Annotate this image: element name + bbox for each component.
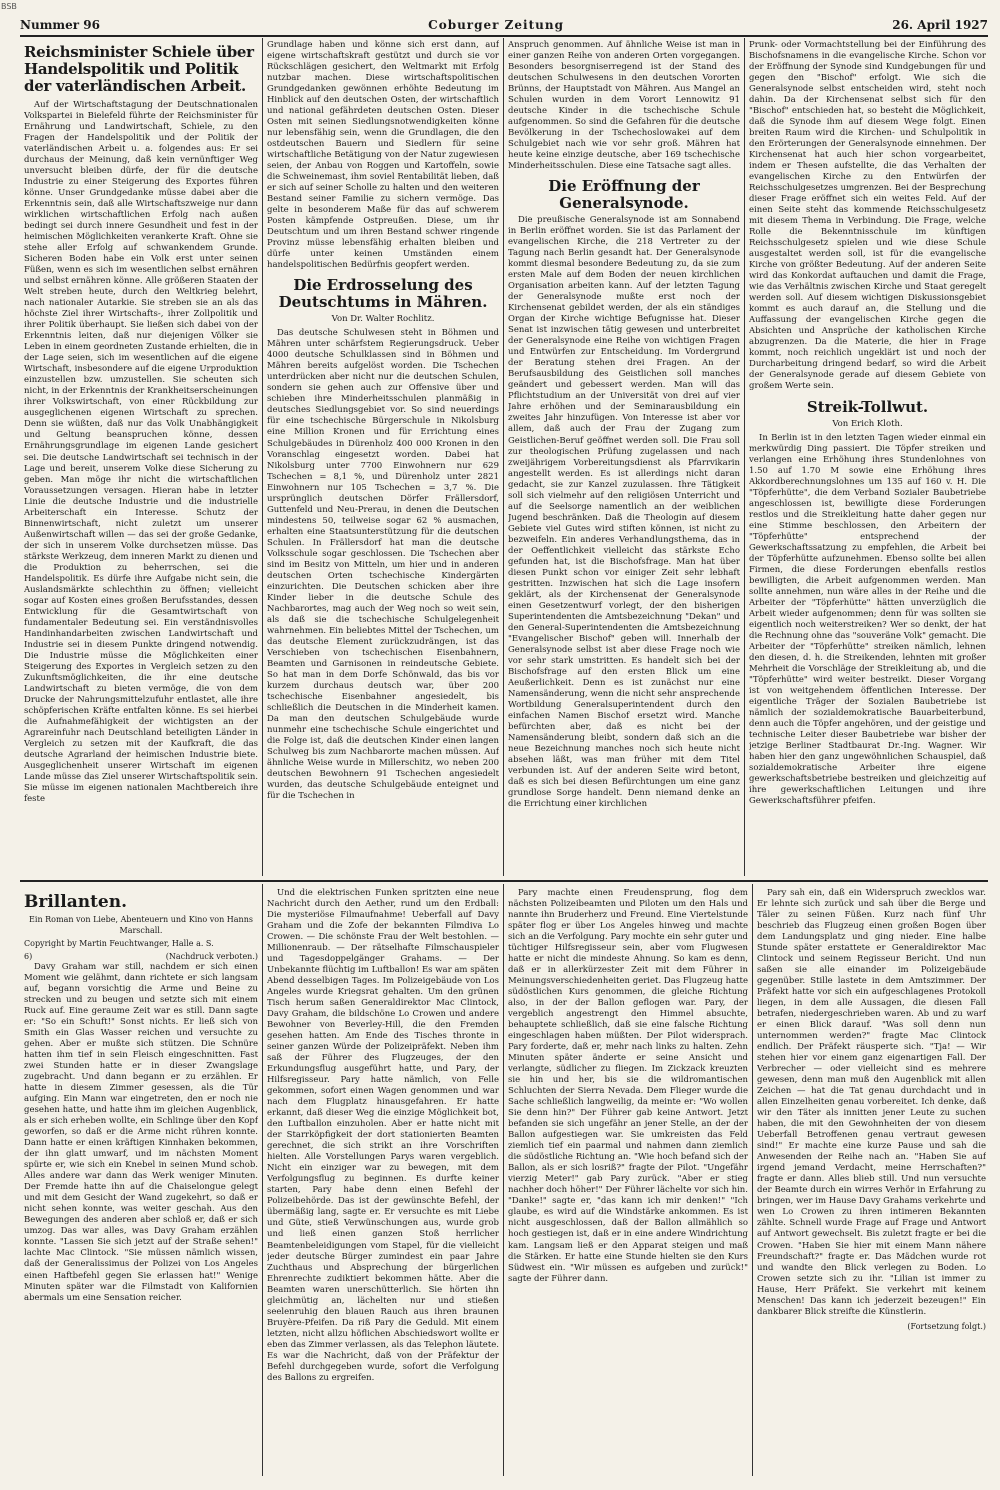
headline-streik: Streik-Tollwut. <box>806 397 929 416</box>
page-header <box>20 14 988 37</box>
article-text-maehren: Das deutsche Schulwesen steht in Böhmen und Mähren unter schärfstem Regierungsdruck. Ueber 4000 deutsche Schulklassen sind in Böhmen und Mähren bereits aufgelöst worden. Die Tschechen unterdrücken aber nicht nur die deutschen Schulen, sondern sie gehen auch zur Offensive über und schieben ihre Minderheitsschulen planmäßig in deutsches Siedlungsgebiet vor. So sind neuerdings für eine tschechische Bürgerschule in Nikolsburg eine Million Kronen und für Errichtung eines Schulgebäudes in Dürenholz 400 000 Kronen in den Voranschlag eingesetzt worden. Dabei hat Nikolsburg unter 7700 Einwohnern nur 629 Tschechen = 8,1 %, und Dürenholz unter 2821 Einwohnern nur 105 Tschechen = 3,7 %. Die ursprünglich deutschen Dörfer Frällersdorf, Guttenfeld und Neu-Prerau, in denen die Deutschen mindestens 50, teilweise sogar 62 % ausmachen, erhalten eine Staatsunterstützung für die deutschen Schulen. In Frällersdorf hat man die deutsche Volksschule sogar geschlossen. Die Tschechen aber sind im Besitz von Mitteln, um hier und in anderen deutschen Orten tschechische Kindergärten einzurichten. Die Deutschen schicken aber ihre Kinder lieber in die deutsche Schule des Nachbarortes, mag auch der Weg noch so weit sein, als daß sie die tschechische Schulgelegenheit wahrnehmen. Ein beliebtes Mittel der Tschechen, um das deutsche Element zurückzudrängen, ist das Verschieben von tschechischen Eisenbahnern, Beamten und Garnisonen in reindeutsche Gebiete. So hat man in dem Dorfe Schönwald, das bis vor kurzem durchaus deutsch war, über 200 tschechische Eisenbahner angesiedelt, bis schließlich die Deutschen in die Minderheit kamen. Da man den deutschen Schulgebäude wurde nunmehr eine tschechische Schule eingerichtet und die Folge ist, daß die deutschen Kinder einen langen Schulweg bis zum Nachbarorte machen müssen. Auf ähnliche Weise wurde in Millerschitz, wo neben 200 deutschen Bewohnern 91 Tschechen angesiedelt wurden, das deutsche Schulgebäude enteignet und für die Tschechen in <box>267 328 499 801</box>
issue-number: Nummer 96 <box>20 18 100 32</box>
serial-continued: (Fortsetzung folgt.) <box>907 1321 986 1331</box>
column-rule <box>503 38 504 876</box>
article-text-generalsynode-end: Prunk- oder Vormachtstellung bei der Einführung des Bischofsnamens in die evangelische Kirche. Schon vor der Eröffnung der Synode sind Kundgebungen für und gegen den "Bischof" erfolgt. Wie sich die Generalsynode selbst entscheiden wird, steht noch dahin. Da der Kirchensenat selbst sich für den "Bischof" entschieden hat, so besteht die Möglichkeit, daß die Synode ihm auf diesem Wege folgt. Einen breiten Raum wird die Kirchen- und Schulpolitik in den Erörterungen der Generalsynode einnehmen. Der Kirchensenat hat auch hier schon vorgearbeitet, indem er Thesen aufstellte, die das Verhalten der evangelischen Kirche zu den Entwürfen der Reichsschulgesetzes umgrenzen. Bei der Besprechung dieser Frage eröffnet sich ein weites Feld. Auf der einen Seite steht das kommende Reichsschulgesetz mit diesem Thema in Verbindung. Die Frage, welche Rolle die Bekenntnisschule im künftigen Reichsschulgesetz spielen und wie diese Schule ausgestaltet werden soll, ist für die evangelische Kirche von größter Bedeutung. Auf der anderen Seite wird das Konkordat auftauchen und damit die Frage, wie das Verhältnis zwischen Kirche und Staat geregelt werden soll. Auf diesem wichtigen Diskussionsgebiet kommt es auch darauf an, die Stellung und die Auffassung der evangelischen Kirche gegen die Absichten und Ansprüche der katholischen Kirche abzugrenzen. Da die Materie, die hier in Frage kommt, noch reichlich ungeklärt ist und noch der Durcharbeitung dringend bedarf, so wird die Arbeit der Generalsynode gerade auf diesem Gebiete von großem Werte sein. <box>749 40 986 392</box>
column-rule <box>744 38 745 876</box>
serial-headline: Brillanten. <box>24 892 128 912</box>
byline-rochlitz: Von Dr. Walter Rochlitz. <box>331 314 435 325</box>
serial-copyright: Copyright by Martin Feuchtwanger, Halle a. S. <box>24 939 214 949</box>
column-rule <box>262 884 263 1476</box>
serial-text-4: Pary sah ein, daß ein Widerspruch zwecklos war. Er lehnte sich zurück und sah über die Berge und Täler zu seinen Füßen. Kurz nach fünf Uhr beschrieb das Flugzeug einen großen Bogen über dem Landungsplatz und ging nieder. Eine halbe Stunde später erstattete er Generaldirektor Mac Clintock und seinem Regisseur Bericht. Und nun saßen sie alle einander im Polizeigebäude gegenüber. Stille lastete in dem Amtszimmer. Der Präfekt hatte vor sich ein aufgeschlagenes Protokoll liegen, in dem alle Aussagen, die diesen Fall betrafen, niedergeschrieben waren. Ab und zu warf er einen Blick darauf. "Was soll denn nun unternommen werden?" fragte Mac Clintock endlich. Der Präfekt räusperte sich. "Tja! — Wir stehen hier vor einem ganz eigenartigen Fall. Der Verbrecher — oder vielleicht sind es mehrere gewesen, denn man muß den Augenblick mit allen Zeichen — hat die Tat genau durchdacht und in allen Einzelheiten genau vorbereitet. Ich denke, daß wir den Täter als innitten jener Leute zu suchen haben, die mit den Gewohnheiten der von diesem Ueberfall Betroffenen genau vertraut gewesen sind!" Er machte eine kurze Pause und sah die Anwesenden der Reihe nach an. "Haben Sie auf irgend jemand Verdacht, meine Herrschaften?" fragte er dann. Alles blieb still. Und nun versuchte der Beamte durch ein wirres Verhör in Erfahrung zu bringen, wer im Hause Davy Grahams verkehrte und wen Lo Crowen zu ihren intimeren Bekannten zählte. Schnell wurde Frage auf Frage und Antwort auf Antwort gewechselt. Bis zuletzt fragte er bei die Crowen. "Haben Sie hier mit einem Mann nähere Freundschaft?" fragte er. Das Mädchen wurde rot und wandte den Blick verlegen zu Boden. Lo Crowen setzte sich zu ihr. "Lilian ist immer zu Hause, Herr Präfekt. Sie verkehrt mit keinem Menschen! Das kann ich jederzeit bezeugen!" Ein dankbarer Blick streifte die Künstlerin. <box>757 888 986 1317</box>
serial-meta <box>24 951 258 962</box>
article-text-streik: In Berlin ist in den letzten Tagen wieder einmal ein merkwürdig Ding passiert. Die Töpfer streiken und verlangen eine Erhöhung ihres Stundenlohnes von 1.50 auf 1.70 M sowie eine Erhöhung ihres Akkordberechnungslohnes um 135 auf 160 v. H. Die "Töpferhütte", die dem Verband Sozialer Baubetriebe angeschlossen ist, bewilligte diese Forderungen restlos und die Streikleitung hatte daher gegen nur eine Stimme beschlossen, den Arbeitern der "Töpferhütte" entsprechend der Gewerkschaftssatzung zu empfehlen, die Arbeit bei der Töpferhütte aufzunehmen. Ebenso sollte bei allen Firmen, die diese Forderungen ebenfalls restlos bewilligten, die Arbeit aufgenommen werden. Man sollte annehmen, nun wäre alles in der Reihe und die Arbeiter der "Töpferhütte" hätten unverzüglich die Arbeit wieder aufgenommen; denn für was sollten sie eigentlich noch weiterstreiken? Wer so denkt, der hat die Rechnung ohne das "souveräne Volk" gemacht. Die Arbeiter der "Töpferhütte" streiken nämlich, lehnen den diesen, d. h. die Streikenden, lehnten mit großer Mehrheit die Vorschläge der Streikleitung ab, und die "Töpferhütte" wird weiter bestreikt. Dieser Vorgang ist von weitgehendem öffentlichen Interesse. Der eigentliche Träger der Sozialen Baubetriebe ist nämlich der sozialdemokratische Bauarbeiterbund, denn auch die Töpfer angehören, und der geistige und technische Leiter dieser Baubetriebe war bisher der jetzige Berliner Stadtbaurat Dr.-Ing. Wagner. Wir haben hier den ganz ungewöhnlichen Schauspiel, daß sozialdemokratische Arbeiter ihre eigene gewerkschaftsbetriebe bestreiken und gleichzeitig auf ihre gewerkschaftlichen Leitungen und ihre Gewerkschaftsführer pfeifen. <box>749 432 986 807</box>
article-column-2 <box>267 40 499 874</box>
article-column-1 <box>24 44 258 874</box>
serial-column-4 <box>757 888 986 1478</box>
serial-column-3 <box>508 888 748 1478</box>
article-text-maehren-end: Anspruch genommen. Auf ähnliche Weise ist man in einer ganzen Reihe von anderen Orten vorgegangen. Besonders besorgniserregend ist der Stand des deutschen Schulwesens in den deutschen Vororten Brünns, der Hauptstadt von Mähren. Aus Mangel an Schulen wurden in dem Vorort Lennowitz 91 deutsche Kinder in die tschechische Schule aufgenommen. So sind die Gefahren für die deutsche Bevölkerung in der Tschechoslowakei auf dem Schulgebiet nach wie vor sehr groß. Mähren hat heute keine einzige deutsche, aber 169 tschechische Minderheitsschulen. Diese eine Tatsache sagt alles. <box>508 40 740 172</box>
serial-column-1 <box>24 888 258 1478</box>
serial-text-1: Davy Graham war still, nachdem er sich einen Moment wie gelähmt, dann richtete er sich langsam auf, begann vorsichtig die Arme und Beine zu strecken und zu beugen und setzte sich mit einem Ruck auf. Eine geraume Zeit war es still. Dann sagte er: "So ein Schuft!" Sonst nichts. Er ließ sich von Smith ein Glas Wasser reichen und versuchte zu gehen. Aber er mußte sich stützen. Die Schnüre hatten ihm tief in sein Fleisch eingeschnitten. Fast zwei Stunden hatte er in dieser Zwangslage zugebracht. Und dann begann er zu erzählen. Er hatte in diesem Zimmer gesessen, als die Tür aufging. Ein Mann war eingetreten, den er noch nie gesehen hatte, und hatte ihm im gleichen Augenblick, als er sich erheben wollte, ein Schlinge über den Kopf geworfen, so daß er die Arme nicht rühren konnte. Dann hatte er einen kräftigen Kinnhaken bekommen, der ihn glatt umwarf, und im nächsten Moment spürte er, wie sich ein Knebel in seinen Mund schob. Alles andere war dann das Werk weniger Minuten. Der Fremde hatte ihn auf die Chaiselongue gelegt und mit dem Gesicht der Wand zugekehrt, so daß er nicht sehen konnte, was weiter geschah. Aus den Bewegungen des anderen aber schloß er, daß er sich umzog. Das war alles, was Davy Graham erzählen konnte. "Lassen Sie sich jetzt auf der Straße sehen!" lachte Mac Clintock. "Sie müssen nämlich wissen, daß der Generalissimus der Polizei von Los Angeles einen Haftbefehl gegen Sie erlassen hat!" Wenige Minuten später war die Filmstadt von Kalifornien abermals um eine Sensation reicher. <box>24 962 258 1303</box>
headline-maehren: Die Erdrosselung des Deutschtums in Mähren. <box>278 276 488 312</box>
column-rule <box>262 38 263 876</box>
serial-text-2: Und die elektrischen Funken spritzten eine neue Nachricht durch den Aether, rund um den Erdball: Die mysteriöse Filmaufnahme! Ueberfall auf Davy Graham und die Zofe der bekannten Filmdiva Lo Crowen. — Die schönste Frau der Welt bestohlen. — Millionenraub. — Der rätselhafte Filmschauspieler und Tagesdoppelgänger Grahams. — Der Unbekannte flüchtig im Luftballon! Es war am späten Abend desselbigen Tages. Im Polizeigebäude von Los Angeles wurde Kriegsrat gehalten. Um den grünen Tisch herum saßen Generaldirektor Mac Clintock, Davy Graham, die bildschöne Lo Crowen und andere Bewohner von Beverley-Hill, die den Fremden gesehen hatten. Am Ende des Tisches thronte in seiner ganzen Würde der Polizeipräfekt. Neben ihm saß der Führer des Flugzeuges, der den Erkundungsflug ausgeführt hatte, und Pary, der Hilfsregisseur. Pary hatte nämlich, von Felle gekommen, sofort einen Wagen genommen und war nach dem Flugplatz hinausgefahren. Er hatte erkannt, daß dieser Weg die einzige Möglichkeit bot, den Luftballon einzuholen. Aber er hatte nicht mit der Starrköpfigkeit der dort stationierten Beamten gerechnet, die sich strikt an ihre Vorschriften hielten. Alle Vorstellungen Parys waren vergeblich. Nicht ein einziger war zu bewegen, mit dem Verfolgungsflug zu beginnen. Es durfte keiner starten, Pary habe denn einen Befehl der Polizeibehörde. Das ist der gewünschte Befehl, der übermäßig lang, sagte er. Er versuchte es mit Liebe und Güte, stieß Verwünschungen aus, wurde grob und ließ einen ganzen Stoß herrlicher Beamtenbeleidigungen vom Stapel, für die vielleicht jeder deutsche Bürger zumindest ein paar Jahre Zuchthaus und Absprechung der bürgerlichen Ehrenrechte zudiktiert bekommen hätte. Aber die Beamten waren unerschütterlich. Sie hörten ihn gleichmütig an, lächelten nur und stießen seelenruhig den blauen Rauch aus ihren braunen Bruyère-Pfeifen. Da riß Pary die Geduld. Mit einem letzten, nicht allzu höflichen Abschiedswort wollte er eben das Zimmer verlassen, als das Telephon läutete. Es war die Nachricht, daß von der Präfektur der Befehl durchgegeben wurde, sofort die Verfolgung des Ballons zu ergreifen. <box>267 888 499 1383</box>
newspaper-name: Coburger Zeitung <box>428 18 564 32</box>
byline-kloth: Von Erich Kloth. <box>832 418 903 429</box>
serial-subtitle: Ein Roman von Liebe, Abenteuern und Kino von Hanns Marschall. <box>29 915 253 936</box>
article-column-3 <box>508 40 740 874</box>
library-stamp: BSB <box>1 2 17 11</box>
serial-reprint-note: (Nachdruck verboten.) <box>165 952 258 962</box>
serial-text-3: Pary machte einen Freudensprung, flog dem nächsten Polizeibeamten und Piloten um den Hals und nannte ihn Bruderherz und Freund. Eine Viertelstunde später flog er über Los Angeles hinweg und machte sich an die Verfolgung. Pary mochte ein sehr guter und tüchtiger Hilfsregisseur sein, aber vom Flugwesen hatte er nicht die mindeste Ahnung. So kam es denn, daß er in allerkürzester Zeit mit dem Führer in Meinungsverschiedenheiten geriet. Das Flugzeug hatte südöstlichen Kurs genommen, die gleiche Richtung also, in der der Ballon geflogen war. Pary, der vergeblich angestrengt den Himmel absuchte, behauptete schließlich, daß sie eine falsche Richtung eingeschlagen haben müßten. Der Pilot widersprach. Pary forderte, daß er, mehr nach links zu halten. Zehn Minuten später änderte er seine Ansicht und verlangte, südlicher zu fliegen. Im Zickzack kreuzten sie hin und her, bis sie die wildromantischen Schluchten der Sierra Nevada. Dem Flieger wurde die Sache schließlich langweilig, da meinte er: "Wo wollen Sie denn hin?" Der Führer gab keine Antwort. Jetzt befanden sie sich ungefähr an jener Stelle, an der der Ballon aufgestiegen war. Sie umkreisten das Feld ziemlich tief ein paarmal und nahmen dann ziemlich die südöstliche Richtung an. "Wie hoch befand sich der Ballon, als er sich losriß?" fragte der Pilot. "Ungefähr vierzig Meter!" gab Pary zurück. "Aber er stieg nachher doch höher!" Der Führer lächelte vor sich hin. "Danke!" sagte er, "das kann ich mir denken!" "Ich glaube, es wird auf die Windstärke ankommen. Es ist nicht ausgeschlossen, daß der Ballon allmählich so hoch gestiegen ist, daß er in eine andere Windrichtung kam. Langsam ließ er den Apparat steigen und maß die Stärken. Er hatte eine Stunde hielten sie den Kurs Südwest ein. "Wir müssen es aufgeben und zurück!" sagte der Führer dann. <box>508 888 748 1284</box>
article-text-continued: Grundlage haben und könne sich erst dann, auf eigene wirtschaftskraft gestützt und durch sie vor Rückschlägen gesichert, den Weltmarkt mit Erfolg nutzbar machen. Diese wirtschaftspolitischen Grundgedanken gewönnen erhöhte Bedeutung im Hinblick auf den deutschen Osten, der wirtschaftlich und national gefährdeten deutschen Osten. Dieser Osten mit seinen Siedlungsnotwendigkeiten könne nur lebensfähig sein, wenn die Grundlagen, die den ostdeutschen Bauern und Siedlern für seine wirtschaftliche Betätigung von der Natur zugewiesen seien, der Anbau von Roggen und Kartoffeln, sowie die Schweinemast, ihm soviel Rentabilität lieben, daß er sich auf seiner Scholle zu halten und den weiteren Bestand seiner Familie zu sichern vermöge. Das gelte in besonderem Maße für das auf schwerem Posten kämpfende Ostpreußen. Diese, um ihr Deutschtum und um ihren Bestand schwer ringende Provinz müsse lebensfähig erhalten bleiben und dürfe unter keinen Umständen einem handelspolitischen Bedürfnis geopfert werden. <box>267 40 499 271</box>
column-rule <box>503 884 504 1476</box>
issue-date: 26. April 1927 <box>892 18 988 32</box>
article-text-generalsynode: Die preußische Generalsynode ist am Sonnabend in Berlin eröffnet worden. Sie ist das Parlament der evangelischen Kirche, die 218 Vertreter zu der Tagung nach Berlin gesandt hat. Der Generalsynode kommt diesmal besondere Bedeutung zu, da sie zum ersten Male auf dem Boden der neuen kirchlichen Organisation arbeiten kann. Auf der letzten Tagung der Generalsynode mußte erst noch der Kirchensenat gebildet werden, der als ein ständiges Organ der Kirche wichtige Befugnisse hat. Dieser Senat ist inzwischen tätig gewesen und unterbreitet der Generalsynode eine Reihe von wichtigen Fragen und Entwürfen zur Entscheidung. Im Vordergrund der Beratung stehen drei Fragen. An der Berufsausbildung des Geistlichen soll manches geändert und gebessert werden. Man will das Pflichtstudium an der Universität von drei auf vier Jahre erhöhen und der Seminarausbildung ein zweites Jahr hinzufügen. Von Interesse ist aber vor allem, daß auch der Frau der Zugang zum Geistlichen-Beruf geöffnet werden soll. Die Frau soll zur theologischen Prüfung zugelassen und nach zweijährigem Vorbereitungsdienst als Pfarrvikarin angestellt werden. Es ist allerdings nicht daran gedacht, sie zur Kanzel zuzulassen. Ihre Tätigkeit soll sich vielmehr auf den religiösen Unterricht und auf die Seelsorge namentlich an der weiblichen Jugend beschränken. Daß die Theologin auf diesem Gebiete viel Gutes wird stiften können, ist nicht zu bezweifeln. Ein anderes Verhandlungsthema, das in der Oeffentlichkeit vielleicht das stärkste Echo gefunden hat, ist die Bischofsfrage. Man hat über diesen Punkt schon vor einiger Zeit sehr lebhaft gestritten. Inzwischen hat sich die Lage insofern geklärt, als der Kirchensenat der Generalsynode einen Gesetzentwurf vorlegt, der den bisherigen Superintendenten die Amtsbezeichnung "Dekan" und den General-Superintendenten die Amtsbezeichnung "Evangelischer Bischof" geben will. Innerhalb der Generalsynode selbst ist aber diese Frage noch wie vor sehr stark umstritten. Es handelt sich bei der Bischofsfrage auf den ersten Blick um eine Aeußerlichkeit. Denn es ist zunächst nur eine Namensänderung, wenn die nicht sehr ansprechende Wortbildung Generalsuperintendent durch den einfachen Namen Bischof ersetzt wird. Manche befürchten aber, daß es nicht bei der Namensänderung bleibt, sondern daß sich an die neue Bezeichnung manches noch sich heute nicht absehen läßt, was man früher mit dem Titel verbunden ist. Auf der anderen Seite wird betont, daß es sich bei diesen Befürchtungen um eine ganz grundlose Sorge handelt. Denn niemand denke an die Errichtung einer kirchlichen <box>508 215 740 810</box>
column-rule <box>752 884 753 1476</box>
headline-generalsynode: Die Eröffnung der Generalsynode. <box>548 177 700 213</box>
article-text-schiele: Auf der Wirtschaftstagung der Deutschnationalen Volkspartei in Bielefeld führte der Reichsminister für Ernährung und Landwirtschaft, Schiele, zu den Fragen der Handelspolitik und der Politik der vaterländischen Arbeit u. a. folgendes aus: Er sei durchaus der Meinung, daß kein vernünftiger Weg unversucht bleiben dürfe, der für die deutsche Industrie zu einer Steigerung des Exportes führen könne. Unser Grundgedanke müsse dabei aber die Erkenntnis sein, daß alle Wirtschaftszweige nur dann wirklichen wirtschaftlichen Erfolg nach außen bedingt sei durch innere Gesundheit und fest in der heimischen Möglichkeiten verankerte Kraft. Ohne sie stehe aller Erfolg auf schwankendem Grunde. Sicheren Boden habe ein Volk erst unter seinen Füßen, wenn es sich im wesentlichen selbst ernähren und selbst ernähren könne. Alle größeren Staaten der Welt streben heute, durch den Weltkrieg belehrt, nach nationaler Autarkie. Sie streben sie an als das höchste Ziel ihrer Wirtschafts-, ihrer Zollpolitik und ihrer Politik überhaupt. Sie ließen sich dabei von der Erkenntnis leiten, daß nur diejenigen Völker sie Leben in einem geordneten Zustande erhielten, die in der Lage seien, sich im wesentlichen auf die eigene Wirtschaft, insbesondere auf die eigene Urproduktion einzustellen bzw. umzustellen. Sie scheuten sich nicht, in der Erkenntnis der Krankheitserscheinungen ihrer Volkswirtschaft, von einer Rückbildung zur ausgeglichenen eigenen Wirtschaft zu sprechen. Denn sie wüßten, daß nur das Volk Unabhängigkeit und Geltung beanspruchen könne, dessen Ernährungsgrundlage im eigenen Lande gesichert sei. Die deutsche Landwirtschaft sei technisch in der Lage und bereit, unserem Volke diese Sicherung zu geben. Man möge ihr nicht die wirtschaftlichen Voraussetzungen versagen. Hieran habe in letzter Linie die deutsche Industrie und die industrielle Arbeiterschaft ein Interesse. Schutz der Binnenwirtschaft, nicht zuletzt um unserer Außenwirtschaft willen — das sei der große Gedanke, der sich in unserem Volke durchsetzen müsse. Das stärkste Werkzeug, dem inneren Markt zu dienen und die Produktion zu beherrschen, sei die Handelspolitik. Es dürfe ihre Aufgabe nicht sein, die Auslandsmärkte schlechthin zu öffnen; vielleicht sogar auf Kosten eines großen Berufsstandes, dessen Entwicklung für die Gesamtwirtschaft von fundamentaler Bedeutung sei. Ein verständnisvolles Handinhandarbeiten zwischen Landwirtschaft und Industrie sei in diesem Punkte dringend notwendig. Die Industrie müsse die Möglichkeiten einer Steigerung des Exportes in Vergleich setzen zu den Zukunftsmöglichkeiten, die ihr eine deutsche Landwirtschaft zu bieten vermöge, die von dem Drucke der Nahrungsmittelzufuhr entlastet, alle ihre schöpferischen Kräfte entfalten könne. Es sei hierbei die Aufnahmefähigkeit der wichtigsten an der Agrareinfuhr nach Deutschland beteiligten Länder in Vergleich zu setzen mit der Kaufkraft, die das deutsche Agrarland der heimischen Industrie biete. Ausgeglichenheit unserer Wirtschaft im eigenen Lande müsse das Ziel unserer Wirtschaftspolitik sein. Sie müsse im eigenen nationalen Machtbereich ihre feste <box>24 100 258 804</box>
headline-schiele: Reichsminister Schiele über Handelspolitik und Politik der vaterländischen Arbeit. <box>24 44 254 95</box>
serial-column-2 <box>267 888 499 1478</box>
article-column-4 <box>749 40 986 874</box>
serial-part: 6) <box>24 952 33 962</box>
section-divider <box>20 880 988 882</box>
